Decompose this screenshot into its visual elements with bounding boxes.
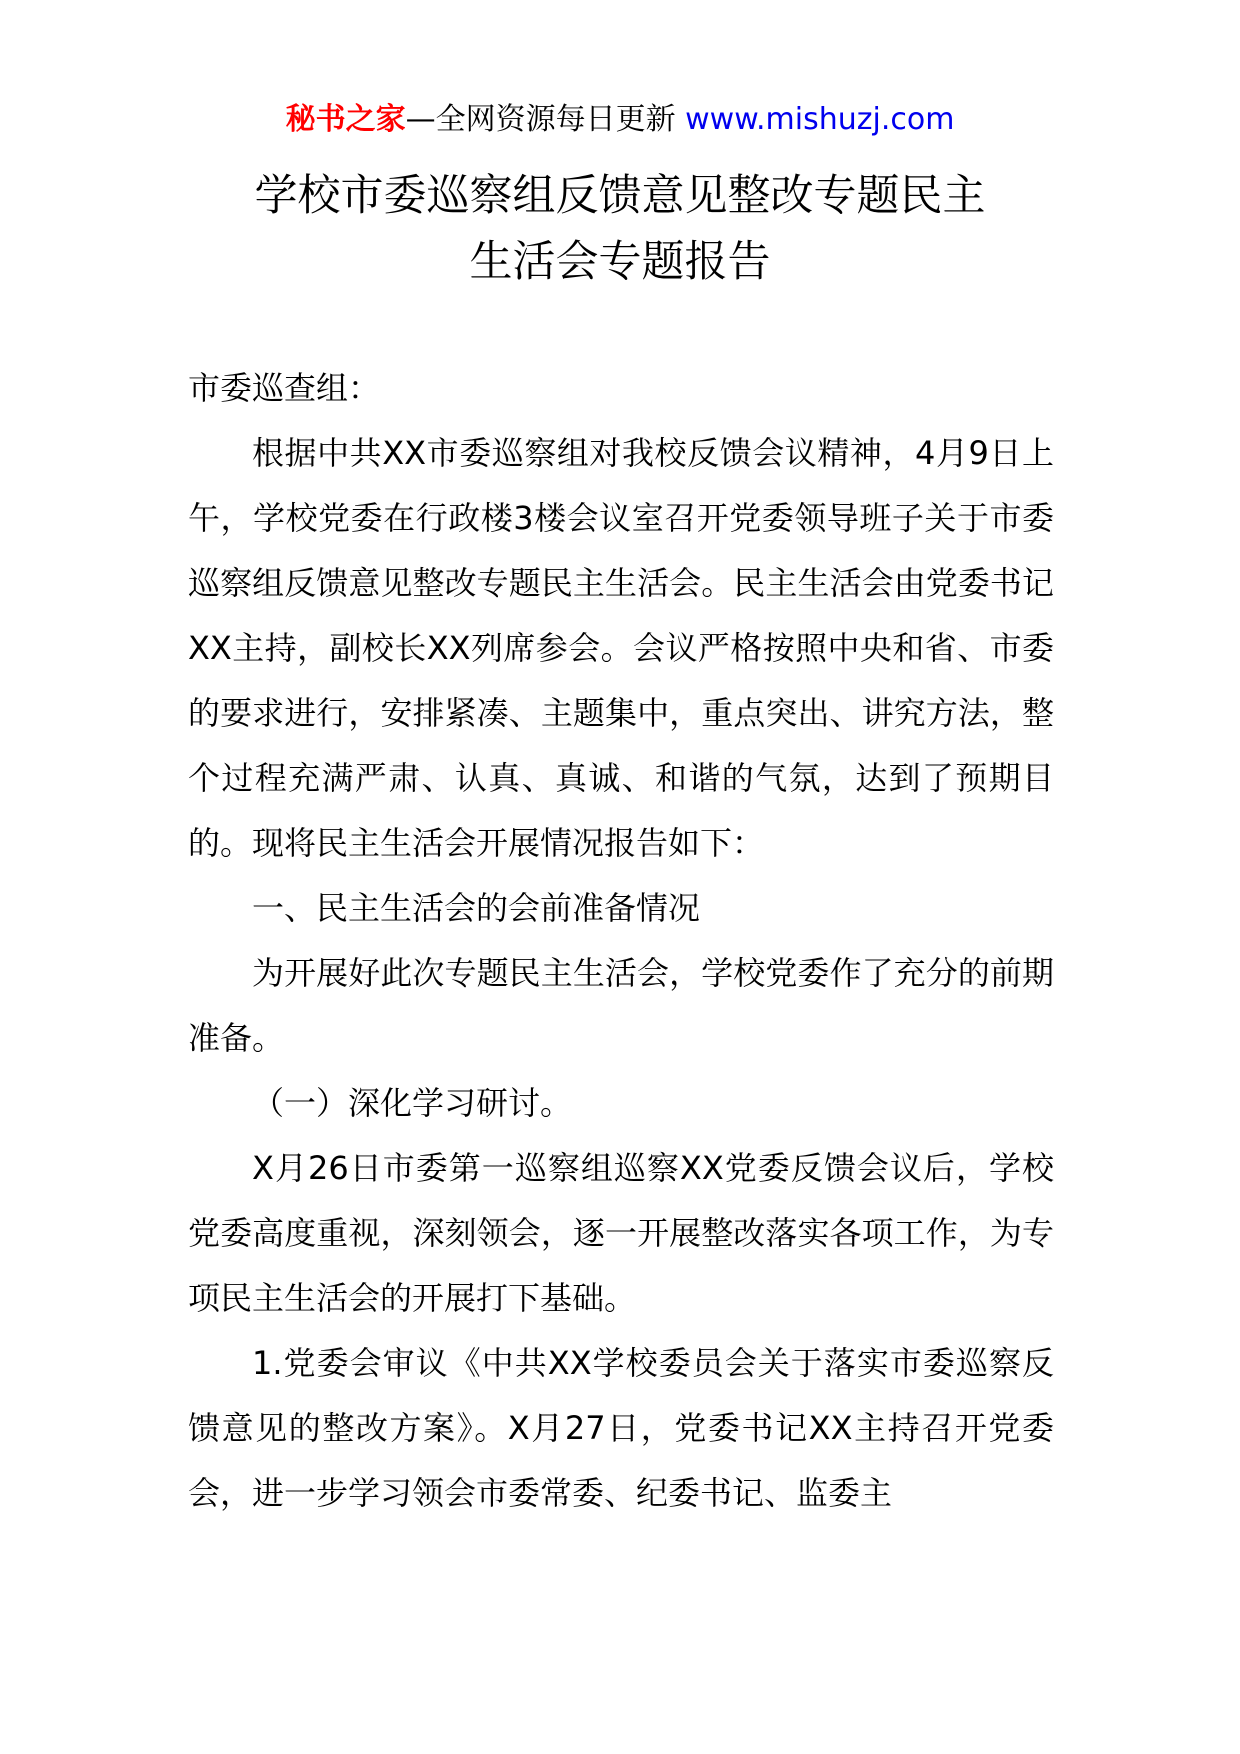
document-body xyxy=(188,356,1054,1526)
header-tagline: —全网资源每日更新 xyxy=(405,102,676,137)
paragraph-study: X月26日市委第一巡察组巡察XX党委反馈会议后，学校党委高度重视，深刻领会，逐一开展整改落实各项工作，为专项民主生活会的开展打下基础。 xyxy=(188,1149,1054,1317)
site-url-link[interactable]: www.mishuzj.com xyxy=(685,102,955,137)
subsection-heading-1: （一）深化学习研讨。 xyxy=(252,1084,573,1122)
paragraph-intro: 根据中共XX市委巡察组对我校反馈会议精神，4月9日上午，学校党委在行政楼3楼会议室召开党委领导班子关于市委巡察组反馈意见整改专题民主生活会。民主生活会由党委书记XX主持，副校长XX列席参会。会议严格按照中央和省、市委的要求进行，安排紧凑、主题集中，重点突出、讲究方法，整个过程充满严肃、认真、真诚、和谐的气氛，达到了预期目的。现将民主生活会开展情况报告如下： xyxy=(188,434,1054,862)
document-title xyxy=(0,163,1240,295)
title-line-2: 生活会专题报告 xyxy=(469,237,771,287)
title-line-1: 学校市委巡察组反馈意见整改专题民主 xyxy=(254,171,986,221)
paragraph-preparation: 为开展好此次专题民主生活会，学校党委作了充分的前期准备。 xyxy=(188,954,1054,1057)
brand-name: 秘书之家 xyxy=(285,102,406,137)
section-heading-1: 一、民主生活会的会前准备情况 xyxy=(252,889,701,927)
salutation: 市委巡查组： xyxy=(188,369,381,407)
watermark-header xyxy=(0,100,1240,140)
paragraph-item-1: 1.党委会审议《中共XX学校委员会关于落实市委巡察反馈意见的整改方案》。X月27日，党委书记XX主持召开党委会，进一步学习领会市委常委、纪委书记、监委主 xyxy=(188,1344,1054,1512)
